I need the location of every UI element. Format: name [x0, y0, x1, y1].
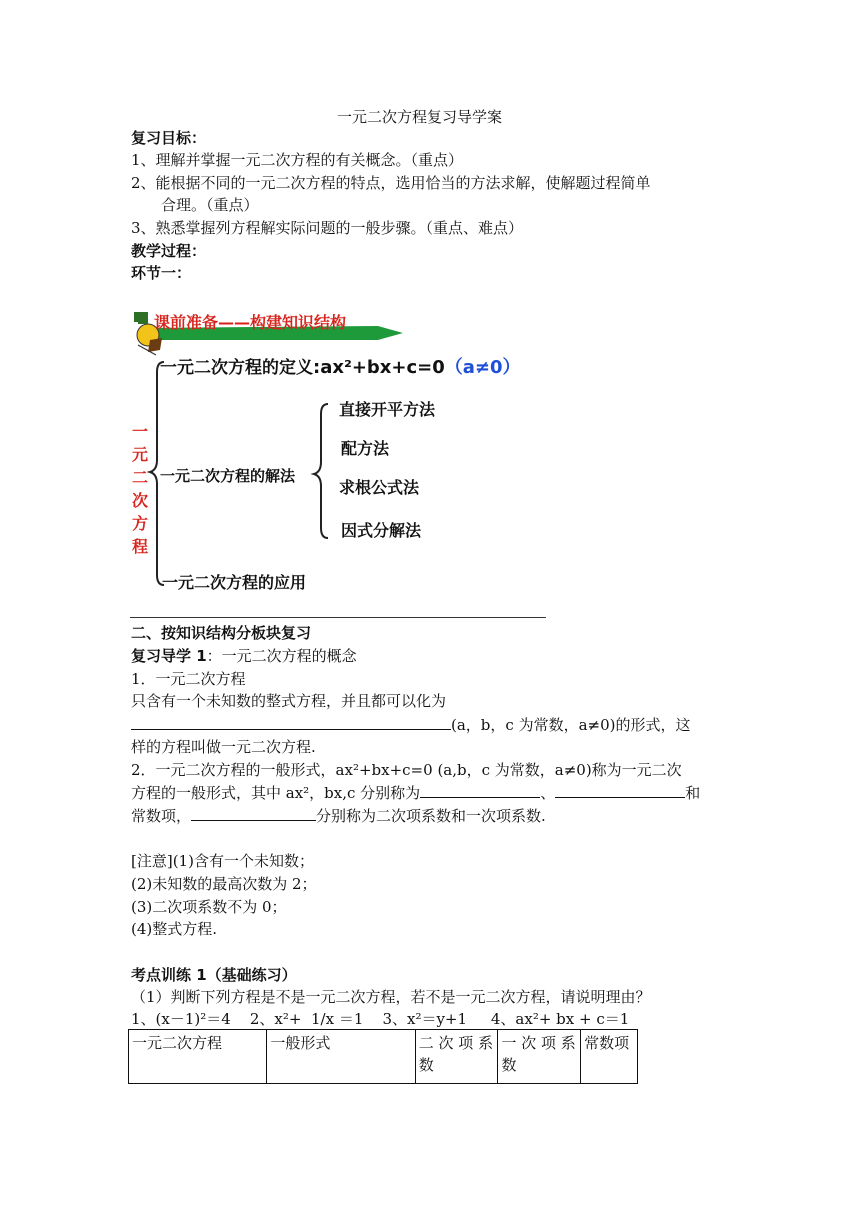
note-4: (4)整式方程.: [131, 920, 218, 938]
goal-item-2: 2、能根据不同的一元二次方程的特点，选用恰当的方法求解，使解题过程简单: [131, 174, 651, 192]
p1-line2: [131, 713, 690, 736]
definition-formula: :ax²+bx+c=0: [313, 357, 445, 378]
definition-label: 一元二次方程的定义: [160, 358, 313, 378]
page-title: 一元二次方程复习导学案: [337, 108, 503, 126]
p2-line1: 2．一元二次方程的一般形式，ax²+bx+c=0 (a,b，c 为常数，a≠0)称为一元二次: [131, 761, 682, 779]
method-item-3: 求根公式法: [339, 478, 420, 497]
note-2: (2)未知数的最高次数为 2；: [131, 875, 317, 893]
note-3: (3)二次项系数不为 0；: [131, 898, 287, 916]
knowledge-diagram: [128, 300, 548, 600]
banner-title: 课前准备——构建知识结构: [154, 313, 347, 332]
section1-heading: 环节一：: [131, 264, 192, 282]
method-item-4: 因式分解法: [341, 521, 422, 540]
definition-row: [160, 353, 521, 379]
methods-label: 一元二次方程的解法: [160, 467, 296, 485]
note-1: [注意](1)含有一个未知数；: [131, 852, 314, 870]
training-question: （1）判断下列方程是不是一元二次方程，若不是一元二次方程，请说明理由？: [131, 988, 651, 1006]
blank-coefficients[interactable]: [191, 804, 316, 821]
p2-line2-c: 和: [685, 784, 701, 802]
p2-line2-a: 方程的一般形式，其中 ax²，bx,c 分别称为: [131, 784, 421, 802]
section2-heading: 二、按知识结构分板块复习: [131, 624, 312, 642]
guide1-line: [131, 645, 357, 667]
p2-line2-b: 、: [540, 784, 556, 802]
methods-brace: [314, 404, 328, 538]
training-equations: 1、(x－1)²＝4 2、x²+ 1/x ＝1 3、x²＝y+1 4、ax²+ bx + c＝1: [131, 1010, 630, 1028]
diagram-graphics: [128, 300, 548, 600]
training-heading: 考点训练 1（基础练习）: [131, 966, 297, 984]
divider-line: [130, 617, 546, 618]
table-header-cell: 一元二次方程: [129, 1030, 267, 1084]
table-header-cell: 一 次 项 系数: [498, 1030, 581, 1084]
vertical-title: 一元二次方程: [132, 422, 149, 556]
p2-line3: [131, 804, 546, 827]
goal-item-2-cont: 合理。（重点）: [161, 196, 259, 214]
p1-heading: 1．一元二次方程: [131, 670, 246, 688]
application-label: 一元二次方程的应用: [162, 573, 307, 592]
process-heading: 教学过程：: [131, 242, 207, 260]
p2-line2: [131, 781, 700, 804]
goal-item-1: 1、理解并掌握一元二次方程的有关概念。（重点）: [131, 151, 464, 169]
table-header-cell: 一般形式: [267, 1030, 415, 1084]
p1-line2-tail: (a，b，c 为常数，a≠0)的形式，这: [451, 716, 691, 734]
blank-general-form[interactable]: [131, 713, 451, 730]
guide1-bold: 复习导学 1: [131, 647, 207, 665]
definition-condition: （a≠0）: [444, 357, 521, 378]
answer-table: [128, 1029, 638, 1084]
guide1-rest: ：一元二次方程的概念: [206, 647, 357, 665]
table-header-cell: 常数项: [581, 1030, 638, 1084]
p2-line3-b: 分别称为二次项系数和一次项系数.: [316, 807, 546, 825]
blank-linear-term[interactable]: [555, 781, 685, 798]
goals-heading: 复习目标：: [131, 129, 207, 147]
p1-line3: 样的方程叫做一元二次方程.: [131, 738, 316, 756]
p1-line1: 只含有一个未知数的整式方程，并且都可以化为: [131, 692, 447, 710]
method-item-2: 配方法: [341, 439, 390, 458]
table-row: [129, 1030, 638, 1084]
blank-quadratic-term[interactable]: [420, 781, 540, 798]
table-header-cell: 二 次 项 系数: [415, 1030, 498, 1084]
goal-item-3: 3、熟悉掌握列方程解实际问题的一般步骤。（重点、难点）: [131, 219, 524, 237]
p2-line3-a: 常数项，: [131, 807, 192, 825]
method-item-1: 直接开平方法: [339, 400, 436, 419]
